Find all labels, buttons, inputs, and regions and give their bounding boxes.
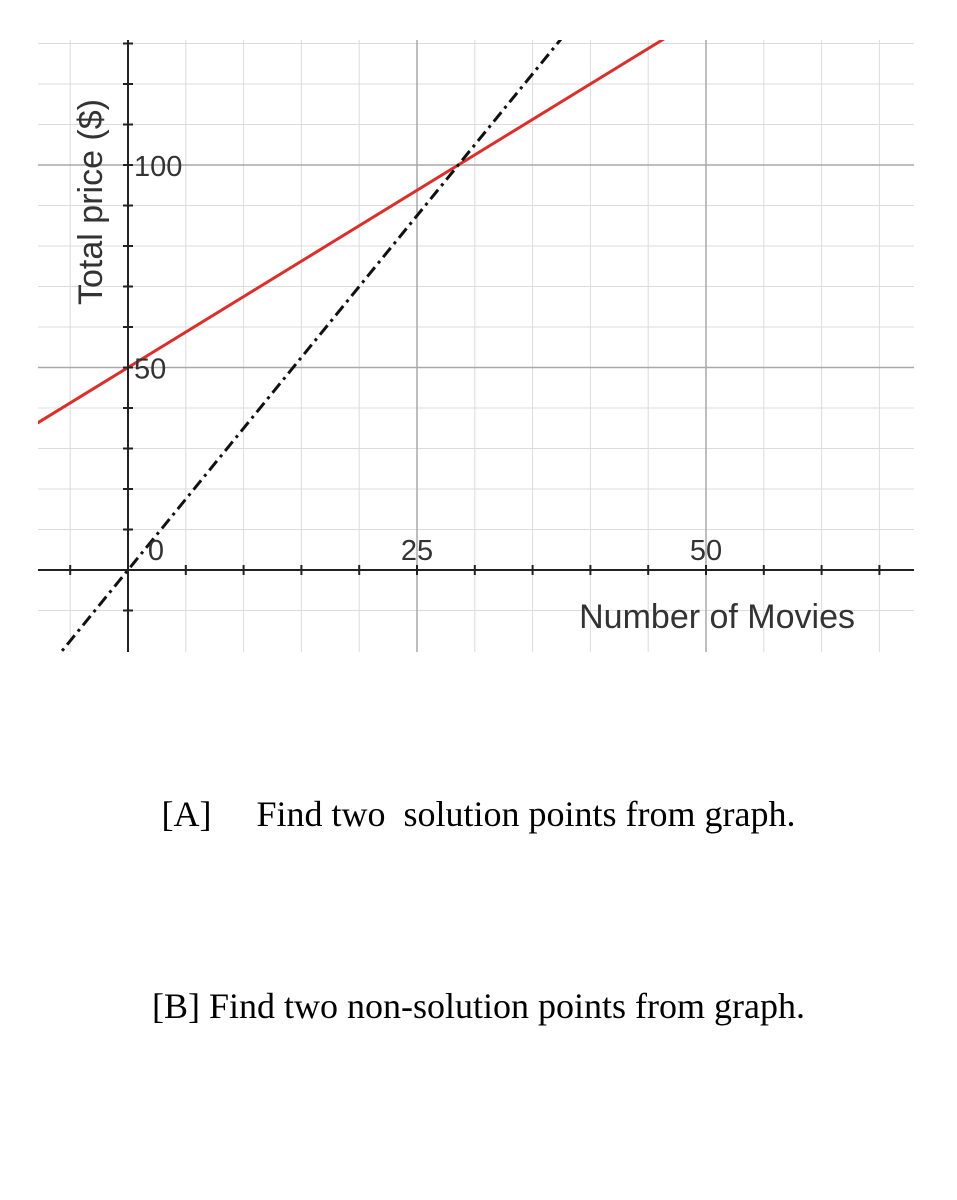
question-b: [B] Find two non-solution points from graph. <box>152 986 805 1026</box>
tick-labels <box>134 151 722 567</box>
question-a: [A] Find two solution points from graph. <box>161 794 796 834</box>
series-line-2 <box>36 0 903 683</box>
axes <box>38 40 914 652</box>
y-tick-label: 50 <box>134 353 167 386</box>
x-tick-label: 0 <box>147 535 165 567</box>
x-tick-label: 50 <box>689 535 723 567</box>
major-gridlines <box>38 40 914 652</box>
series-lines <box>36 0 903 683</box>
minor-gridlines <box>38 40 914 652</box>
y-tick-label: 100 <box>134 151 183 183</box>
y-axis-label: Total price ($) <box>72 99 110 305</box>
x-tick-label: 25 <box>400 535 434 567</box>
x-axis-label: Number of Movies <box>579 598 855 636</box>
